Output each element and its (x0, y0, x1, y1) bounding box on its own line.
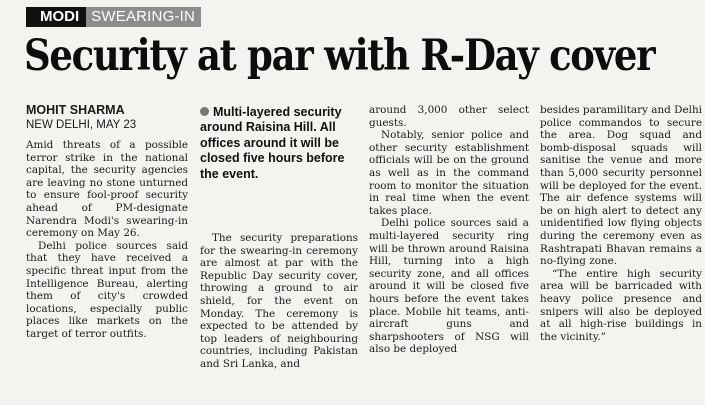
paragraph: around 3,000 other select guests. (369, 104, 529, 129)
article-column-2 (200, 232, 358, 371)
bullet-icon (200, 107, 209, 116)
paragraph: Delhi police sources said that they have received a specific threat input from the Intelligence Bureau, alerting them of city's crowded locations, especially public places like markets on the target of terror outfits. (26, 239, 188, 340)
paragraph: besides paramilitary and Delhi police commandos to secure the area. Dog squad and bomb-disposal squads will sanitise the venue and more than 5,000 security personnel will be deployed for the event. The air defence systems will be on high alert to detect any unidentified low flying objects during the ceremony even as Rashtrapati Bhavan remains a no-flying zone. (540, 104, 702, 268)
article-column-4 (540, 104, 702, 343)
kicker-tag: MODI (26, 7, 86, 27)
paragraph: “The entire high security area will be barricaded with heavy police presence and snipers will also be deployed at all high-rise buildings in the vicinity.” (540, 267, 702, 343)
pull-quote (200, 105, 360, 182)
article-column-1 (26, 139, 188, 341)
dateline: NEW DELHI, MAY 23 (26, 119, 137, 131)
kicker-label: SWEARING-IN (86, 7, 201, 27)
paragraph: Delhi police sources said a multi-layered security ring will be thrown around Raisina Hill, turning into a high security zone, and all offices around it will be closed five hours before the event takes place. Mobile hit teams, anti-aircraft guns and sharpshooters of NSG will also be deployed (369, 217, 529, 356)
byline-author: MOHIT SHARMA (26, 103, 125, 117)
pull-quote-text: Multi-layered security around Raisina Hill. All offices around it will be closed five hours before the event. (200, 105, 345, 181)
paragraph: Notably, senior police and other security establishment officials will be on the ground as well as in the command room to monitor the situation in real time when the event takes place. (369, 129, 529, 217)
paragraph: The security preparations for the swearing-in ceremony are almost at par with the Republic Day security cover, throwing a ground to air shield, for the event on Monday. The ceremony is expected to be attended by top leaders of neighbouring countries, including Pakistan and Sri Lanka, and (200, 232, 358, 370)
section-kicker (26, 7, 201, 27)
headline: Security at par with R-Day cover (24, 31, 655, 81)
article-column-3 (369, 104, 529, 356)
paragraph: Amid threats of a possible terror strike in the national capital, the security agencies are leaving no stone unturned to ensure fool-proof security ahead of PM-designate Narendra Modi's swearing-in ceremony on May 26. (26, 139, 188, 240)
